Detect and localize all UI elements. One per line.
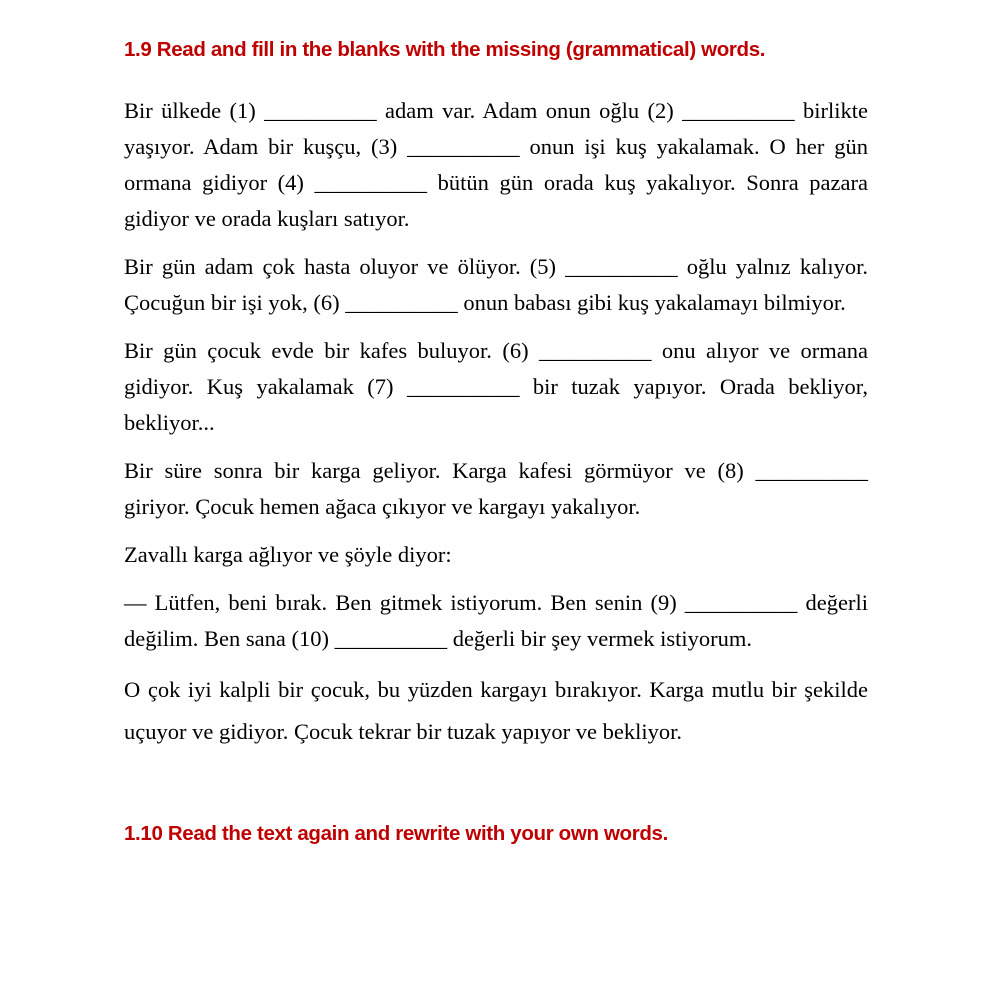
story-text-block xyxy=(124,63,868,753)
story-paragraph-4: Bir süre sonra bir karga geliyor. Karga kafesi görmüyor ve (8) __________ giriyor. Çocuk hemen ağaca çıkıyor ve kargayı yakalıyor. xyxy=(124,458,868,519)
task-heading-1-10: 1.10 Read the text again and rewrite with your own words. xyxy=(124,822,668,845)
story-paragraph-7: O çok iyi kalpli bir çocuk, bu yüzden kargayı bırakıyor. Karga mutlu bir şekilde uçuyor ve gidiyor. Çocuk tekrar bir tuzak yapıyor ve bekliyor. xyxy=(124,677,868,744)
story-paragraph-2: Bir gün adam çok hasta oluyor ve ölüyor. (5) __________ oğlu yalnız kalıyor. Çocuğun bir işi yok, (6) __________ onun babası gibi kuş yakalamayı bilmiyor. xyxy=(124,254,868,315)
story-paragraph-5: Zavallı karga ağlıyor ve şöyle diyor: xyxy=(124,542,452,567)
task-heading-1-9: 1.9 Read and fill in the blanks with the missing (grammatical) words. xyxy=(124,38,766,61)
story-paragraph-6: — Lütfen, beni bırak. Ben gitmek istiyorum. Ben senin (9) __________ değerli değilim. Ben sana (10) __________ değerli bir şey vermek istiyorum. xyxy=(124,590,868,651)
page-content xyxy=(124,0,868,847)
story-paragraph-3: Bir gün çocuk evde bir kafes buluyor. (6) __________ onu alıyor ve ormana gidiyor. Kuş yakalamak (7) __________ bir tuzak yapıyor. Orada bekliyor, bekliyor... xyxy=(124,338,868,435)
heading-spacer xyxy=(124,753,868,821)
story-paragraph-1: Bir ülkede (1) __________ adam var. Adam onun oğlu (2) __________ birlikte yaşıyor. Adam bir kuşçu, (3) __________ onun işi kuş yakalamak. O her gün ormana gidiyor (4) __________ bütün gün orada kuş yakalıyor. Sonra pazara gidiyor ve orada kuşları satıyor. xyxy=(124,98,868,231)
